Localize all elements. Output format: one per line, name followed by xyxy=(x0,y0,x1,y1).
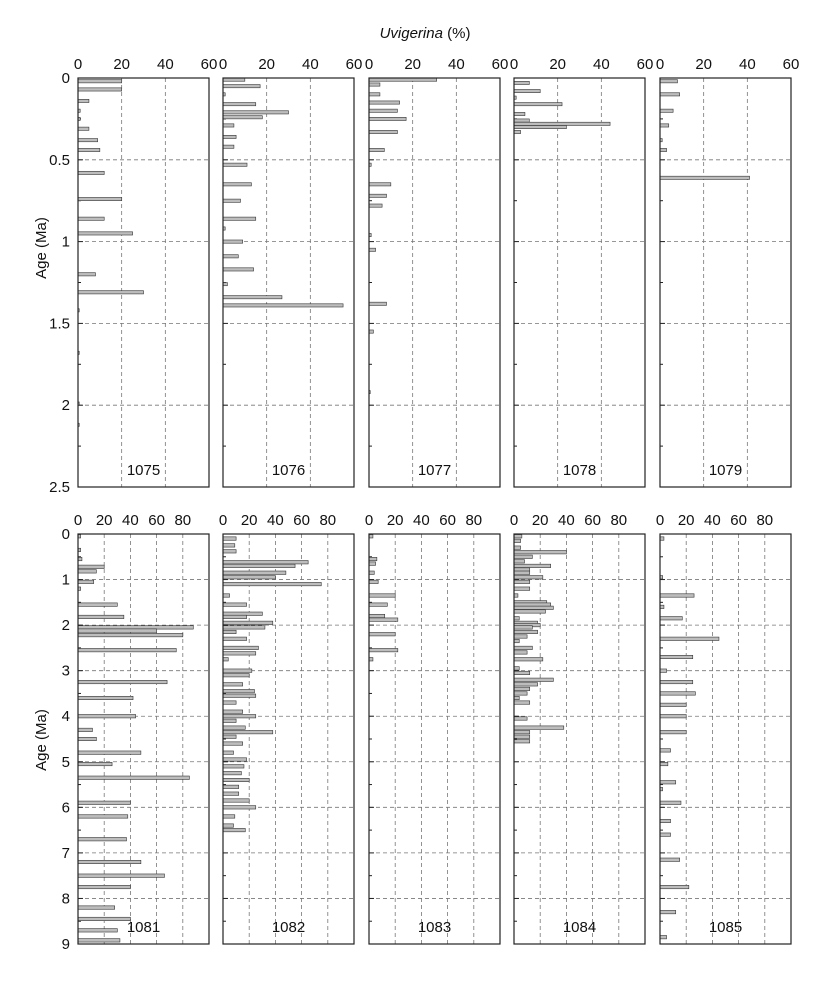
bar-1082-3 xyxy=(223,561,308,564)
bar-1077-13 xyxy=(369,248,376,251)
bar-1082-30 xyxy=(223,735,236,738)
tick-label-x-40-1077: 40 xyxy=(447,56,465,73)
bar-1085-5 xyxy=(660,637,719,640)
tick-label-x-0-1075: 0 xyxy=(73,56,83,73)
tick-label-x-20-1082: 20 xyxy=(240,512,258,529)
bar-1085-12 xyxy=(660,730,686,733)
bar-1075-9 xyxy=(78,197,122,200)
panel-label-1079: 1079 xyxy=(708,462,743,479)
bar-1081-22 xyxy=(78,815,128,818)
bar-1082-18 xyxy=(223,658,228,661)
panel-1081 xyxy=(62,512,209,953)
bar-1084-35 xyxy=(514,717,527,720)
tick-label-y-1.5-1075: 1.5 xyxy=(49,315,70,333)
tick-label-x-60-1078: 60 xyxy=(636,56,654,73)
bar-1081-25 xyxy=(78,874,164,877)
bar-1082-34 xyxy=(223,765,244,768)
tick-label-x-60-1079: 60 xyxy=(782,56,800,73)
bar-1084-23 xyxy=(514,639,519,642)
bar-1081-4 xyxy=(78,570,96,573)
bar-1079-3 xyxy=(660,124,669,127)
bar-1084-39 xyxy=(514,740,530,743)
bar-1084-5 xyxy=(514,560,524,563)
bar-1077-5 xyxy=(369,117,406,120)
tick-label-x-20-1076: 20 xyxy=(258,56,276,73)
bar-1082-37 xyxy=(223,785,239,788)
bar-1081-11 xyxy=(78,633,183,636)
tick-label-x-20-1085: 20 xyxy=(677,512,695,529)
bar-1083-4 xyxy=(369,580,378,583)
bar-1083-6 xyxy=(369,603,387,606)
panel-label-1076: 1076 xyxy=(271,462,306,479)
bar-1076-10 xyxy=(223,183,251,186)
bar-1083-3 xyxy=(369,571,374,574)
panel-1077 xyxy=(365,56,509,487)
panel-label-1083: 1083 xyxy=(417,919,452,936)
bar-1084-29 xyxy=(514,678,553,681)
panel-label-1085: 1085 xyxy=(708,919,743,936)
tick-label-y-2-1075: 2 xyxy=(61,397,70,415)
tick-label-x-60-1076: 60 xyxy=(345,56,363,73)
bar-1077-4 xyxy=(369,109,397,112)
bar-1081-20 xyxy=(78,776,189,779)
bar-1075-6 xyxy=(78,139,98,142)
bar-1081-29 xyxy=(78,929,117,932)
bar-1085-6 xyxy=(660,655,693,658)
bar-1081-12 xyxy=(78,648,176,651)
bar-1076-9 xyxy=(223,163,247,166)
tick-label-y-5-1081: 5 xyxy=(61,753,70,771)
bar-1082-35 xyxy=(223,771,241,774)
bar-1076-16 xyxy=(223,268,254,271)
bar-1077-10 xyxy=(369,194,386,197)
bar-1082-42 xyxy=(223,824,233,827)
tick-label-x-60-1083: 60 xyxy=(439,512,456,529)
bar-1081-8 xyxy=(78,615,124,618)
bar-1076-11 xyxy=(223,199,240,202)
bar-1085-14 xyxy=(660,762,668,765)
bar-1078-7 xyxy=(514,125,566,128)
tick-label-y-1-1081: 1 xyxy=(61,571,70,589)
bar-1084-6 xyxy=(514,564,551,567)
tick-label-x-0-1081: 0 xyxy=(73,512,83,529)
bar-1082-8 xyxy=(223,594,230,597)
panel-label-1077: 1077 xyxy=(417,462,452,479)
panel-1082 xyxy=(219,512,354,944)
tick-label-y-2.5-1075: 2.5 xyxy=(49,479,70,496)
bar-1082-39 xyxy=(223,799,249,802)
tick-label-x-80-1085: 80 xyxy=(756,512,774,529)
bar-1077-14 xyxy=(369,302,386,305)
panel-frame-1082 xyxy=(223,534,354,944)
bar-1085-18 xyxy=(660,819,670,822)
bar-1077-11 xyxy=(369,204,382,207)
bar-1082-12 xyxy=(223,621,273,624)
bar-1084-21 xyxy=(514,630,538,633)
bar-1081-30 xyxy=(78,939,120,942)
bar-1084-8 xyxy=(514,571,530,574)
bar-1082-13 xyxy=(223,626,265,629)
bar-1084-2 xyxy=(514,546,521,549)
tick-label-y-0-1081: 0 xyxy=(61,526,70,543)
panel-frame-1077 xyxy=(369,78,500,487)
tick-label-y-6-1081: 6 xyxy=(61,799,70,817)
bar-1075-10 xyxy=(78,217,104,220)
panel-frame-1076 xyxy=(223,78,354,487)
bar-1082-33 xyxy=(223,758,247,761)
bar-1085-23 xyxy=(660,935,667,938)
tick-label-x-40-1078: 40 xyxy=(592,56,610,73)
y-axis-title-bottom: Age (Ma) xyxy=(33,709,50,771)
panel-1085 xyxy=(656,512,791,944)
tick-label-x-20-1077: 20 xyxy=(404,56,422,73)
tick-label-y-0.5-1075: 0.5 xyxy=(49,151,70,169)
bar-1084-38 xyxy=(514,735,530,738)
tick-label-y-1-1075: 1 xyxy=(61,233,70,251)
panel-1076 xyxy=(219,56,363,487)
bar-1078-8 xyxy=(514,130,521,133)
bar-1078-6 xyxy=(514,122,610,125)
bar-1082-43 xyxy=(223,828,245,831)
panel-frame-1079 xyxy=(660,78,791,487)
tick-label-y-0-1075: 0 xyxy=(61,70,70,87)
bar-1084-22 xyxy=(514,635,527,638)
bar-1082-16 xyxy=(223,646,258,649)
bar-1082-1 xyxy=(223,544,235,547)
bar-1085-7 xyxy=(660,669,667,672)
bar-1079-2 xyxy=(660,109,673,112)
bar-1082-6 xyxy=(223,576,275,579)
bar-1078-1 xyxy=(514,89,540,92)
panel-frame-1078 xyxy=(514,78,645,487)
tick-label-x-80-1081: 80 xyxy=(174,512,192,529)
bar-1077-2 xyxy=(369,93,380,96)
bar-1082-23 xyxy=(223,694,256,697)
bar-1077-9 xyxy=(369,183,391,186)
bar-1084-15 xyxy=(514,606,553,609)
bar-1082-21 xyxy=(223,683,243,686)
bar-1085-17 xyxy=(660,801,681,804)
bar-1084-26 xyxy=(514,658,543,661)
y-axis-title-top: Age (Ma) xyxy=(33,217,50,279)
bar-1075-12 xyxy=(78,273,95,276)
bar-1084-37 xyxy=(514,730,530,733)
bar-1084-24 xyxy=(514,646,532,649)
bar-1076-3 xyxy=(223,103,256,106)
bar-1077-15 xyxy=(369,330,373,333)
tick-label-x-0-1078: 0 xyxy=(509,56,519,73)
tick-label-x-60-1075: 60 xyxy=(200,56,218,73)
panel-1084 xyxy=(510,512,645,944)
bar-1081-3 xyxy=(78,565,104,568)
bar-1082-5 xyxy=(223,571,286,574)
bar-1084-4 xyxy=(514,555,532,558)
bar-1083-8 xyxy=(369,618,398,621)
panel-label-1084: 1084 xyxy=(562,919,597,936)
bar-1082-28 xyxy=(223,726,245,729)
bar-1082-24 xyxy=(223,701,236,704)
bar-1082-36 xyxy=(223,778,249,781)
bar-1082-27 xyxy=(223,719,236,722)
bar-1082-32 xyxy=(223,751,233,754)
tick-label-x-0-1085: 0 xyxy=(655,512,665,529)
tick-label-x-40-1076: 40 xyxy=(301,56,319,73)
bar-1084-17 xyxy=(514,617,519,620)
tick-label-x-80-1082: 80 xyxy=(319,512,337,529)
bar-1082-22 xyxy=(223,689,254,692)
bar-1082-0 xyxy=(223,537,236,540)
bar-1085-8 xyxy=(660,680,693,683)
bar-1085-21 xyxy=(660,885,689,888)
bar-1084-10 xyxy=(514,580,530,583)
bar-1077-1 xyxy=(369,83,380,86)
bar-1084-30 xyxy=(514,683,538,686)
bar-1084-20 xyxy=(514,626,532,629)
bar-1079-5 xyxy=(660,148,667,151)
bar-1084-16 xyxy=(514,610,545,613)
panel-label-1075: 1075 xyxy=(126,462,161,479)
bar-1081-13 xyxy=(78,680,167,683)
bar-1084-33 xyxy=(514,696,519,699)
bar-1077-6 xyxy=(369,130,397,133)
bar-1076-6 xyxy=(223,124,234,127)
bar-1083-7 xyxy=(369,614,385,617)
bar-1082-4 xyxy=(223,564,295,567)
bar-1075-2 xyxy=(78,99,89,102)
bar-1084-32 xyxy=(514,692,527,695)
panel-frame-1081 xyxy=(78,534,209,944)
bar-1081-26 xyxy=(78,885,130,888)
tick-label-y-9-1081: 9 xyxy=(61,936,70,953)
panel-label-1082: 1082 xyxy=(271,919,306,936)
bar-1084-11 xyxy=(514,587,530,590)
bar-1075-13 xyxy=(78,291,144,294)
bar-1076-8 xyxy=(223,145,234,148)
bar-1082-29 xyxy=(223,730,273,733)
bar-1082-41 xyxy=(223,815,235,818)
bar-1076-4 xyxy=(223,111,289,114)
bar-1082-31 xyxy=(223,742,243,745)
bar-1076-17 xyxy=(223,283,227,286)
bar-1082-17 xyxy=(223,652,256,655)
tick-label-x-60-1085: 60 xyxy=(730,512,747,529)
bar-1085-9 xyxy=(660,692,695,695)
bar-1082-38 xyxy=(223,792,239,795)
tick-label-x-0-1079: 0 xyxy=(655,56,665,73)
bar-1081-5 xyxy=(78,580,94,583)
bar-1076-18 xyxy=(223,296,282,299)
bar-1082-26 xyxy=(223,715,256,718)
bar-1083-2 xyxy=(369,562,376,565)
bar-1075-7 xyxy=(78,148,100,151)
bar-1084-1 xyxy=(514,539,521,542)
bar-1082-9 xyxy=(223,603,247,606)
bar-1076-5 xyxy=(223,116,262,119)
tick-label-y-2-1081: 2 xyxy=(61,617,70,635)
bar-1075-0 xyxy=(78,80,122,83)
bar-1081-7 xyxy=(78,603,117,606)
bar-1083-9 xyxy=(369,633,395,636)
panel-1083 xyxy=(365,512,500,944)
bar-1082-15 xyxy=(223,637,247,640)
bar-1082-7 xyxy=(223,582,321,585)
bar-1081-17 xyxy=(78,737,96,740)
bar-1079-1 xyxy=(660,93,680,96)
bar-1084-9 xyxy=(514,576,543,579)
bar-1085-15 xyxy=(660,781,676,784)
bar-1076-7 xyxy=(223,135,236,138)
panel-1079 xyxy=(656,56,800,487)
figure-x-title-rest: (%) xyxy=(442,25,471,42)
tick-label-x-0-1083: 0 xyxy=(364,512,374,529)
figure-x-title-italic: Uvigerina xyxy=(379,25,443,42)
bar-1075-11 xyxy=(78,232,133,235)
bar-1076-14 xyxy=(223,240,243,243)
bar-1078-0 xyxy=(514,81,529,84)
bar-1081-19 xyxy=(78,762,112,765)
tick-label-x-0-1076: 0 xyxy=(218,56,228,73)
bar-1083-10 xyxy=(369,648,398,651)
bar-1085-22 xyxy=(660,910,676,913)
bar-1076-15 xyxy=(223,255,238,258)
tick-label-x-20-1083: 20 xyxy=(386,512,404,529)
bar-1081-24 xyxy=(78,860,141,863)
panel-label-1078: 1078 xyxy=(562,462,597,479)
bar-1076-12 xyxy=(223,217,256,220)
tick-label-x-20-1078: 20 xyxy=(549,56,567,73)
bar-1078-4 xyxy=(514,112,525,115)
bar-1081-23 xyxy=(78,838,126,841)
tick-label-y-3-1081: 3 xyxy=(61,662,70,680)
bar-1085-10 xyxy=(660,703,686,706)
bar-1076-1 xyxy=(223,85,260,88)
tick-label-x-20-1081: 20 xyxy=(95,512,113,529)
bar-1085-11 xyxy=(660,715,686,718)
tick-label-x-20-1079: 20 xyxy=(695,56,713,73)
tick-label-x-40-1075: 40 xyxy=(156,56,174,73)
panel-label-1081: 1081 xyxy=(126,919,161,936)
tick-label-y-8-1081: 8 xyxy=(61,890,70,908)
bar-1081-15 xyxy=(78,715,136,718)
tick-label-x-0-1084: 0 xyxy=(509,512,519,529)
tick-label-x-40-1082: 40 xyxy=(267,512,284,529)
bar-1084-27 xyxy=(514,667,519,670)
bar-1082-25 xyxy=(223,710,243,713)
bar-1084-3 xyxy=(514,551,566,554)
bar-1084-0 xyxy=(514,535,522,538)
bar-1081-27 xyxy=(78,906,115,909)
tick-label-x-20-1084: 20 xyxy=(531,512,549,529)
tick-label-x-60-1082: 60 xyxy=(293,512,310,529)
bar-1082-11 xyxy=(223,615,247,618)
panels xyxy=(49,56,799,953)
bar-1081-16 xyxy=(78,728,92,731)
panel-1075 xyxy=(49,56,217,496)
bar-1082-40 xyxy=(223,806,256,809)
panel-frame-1084 xyxy=(514,534,645,944)
bar-1085-13 xyxy=(660,749,670,752)
tick-label-x-20-1075: 20 xyxy=(113,56,131,73)
bar-1076-19 xyxy=(223,304,343,307)
bar-1079-6 xyxy=(660,176,750,179)
tick-label-x-40-1085: 40 xyxy=(704,512,721,529)
tick-label-x-60-1084: 60 xyxy=(584,512,601,529)
tick-label-x-0-1082: 0 xyxy=(218,512,228,529)
tick-label-y-4-1081: 4 xyxy=(61,708,70,726)
bar-1082-2 xyxy=(223,550,236,553)
bar-1077-7 xyxy=(369,148,384,151)
tick-label-y-7-1081: 7 xyxy=(61,844,70,862)
bar-1081-14 xyxy=(78,696,133,699)
bar-1078-5 xyxy=(514,119,529,122)
bar-1084-28 xyxy=(514,671,530,674)
tick-label-x-40-1079: 40 xyxy=(738,56,756,73)
bar-1085-4 xyxy=(660,617,682,620)
bar-1081-10 xyxy=(78,629,157,632)
bar-1082-14 xyxy=(223,630,236,633)
bar-1082-19 xyxy=(223,669,252,672)
tick-label-x-80-1083: 80 xyxy=(465,512,483,529)
bar-1083-1 xyxy=(369,557,377,560)
tick-label-x-0-1077: 0 xyxy=(364,56,374,73)
bar-1075-1 xyxy=(78,88,122,91)
tick-label-x-80-1084: 80 xyxy=(610,512,628,529)
tick-label-x-40-1084: 40 xyxy=(558,512,575,529)
figure-x-title xyxy=(380,25,471,42)
tick-label-x-40-1081: 40 xyxy=(122,512,139,529)
bar-1079-0 xyxy=(660,80,677,83)
bar-1085-19 xyxy=(660,833,670,836)
bar-1084-31 xyxy=(514,687,530,690)
bar-1084-34 xyxy=(514,701,530,704)
bar-1075-8 xyxy=(78,171,104,174)
bar-1081-18 xyxy=(78,751,141,754)
bar-1084-36 xyxy=(514,726,564,729)
bar-1078-3 xyxy=(514,103,562,106)
panel-1078 xyxy=(510,56,654,487)
bar-1075-5 xyxy=(78,127,89,130)
bar-1085-20 xyxy=(660,858,680,861)
bar-1077-3 xyxy=(369,101,400,104)
tick-label-x-60-1081: 60 xyxy=(148,512,165,529)
tick-label-x-40-1083: 40 xyxy=(413,512,430,529)
bar-1081-21 xyxy=(78,801,130,804)
bar-1082-20 xyxy=(223,674,249,677)
bar-1085-2 xyxy=(660,594,694,597)
bar-1083-5 xyxy=(369,594,395,597)
tick-label-x-60-1077: 60 xyxy=(491,56,509,73)
bar-1084-25 xyxy=(514,651,527,654)
bar-1081-28 xyxy=(78,917,130,920)
